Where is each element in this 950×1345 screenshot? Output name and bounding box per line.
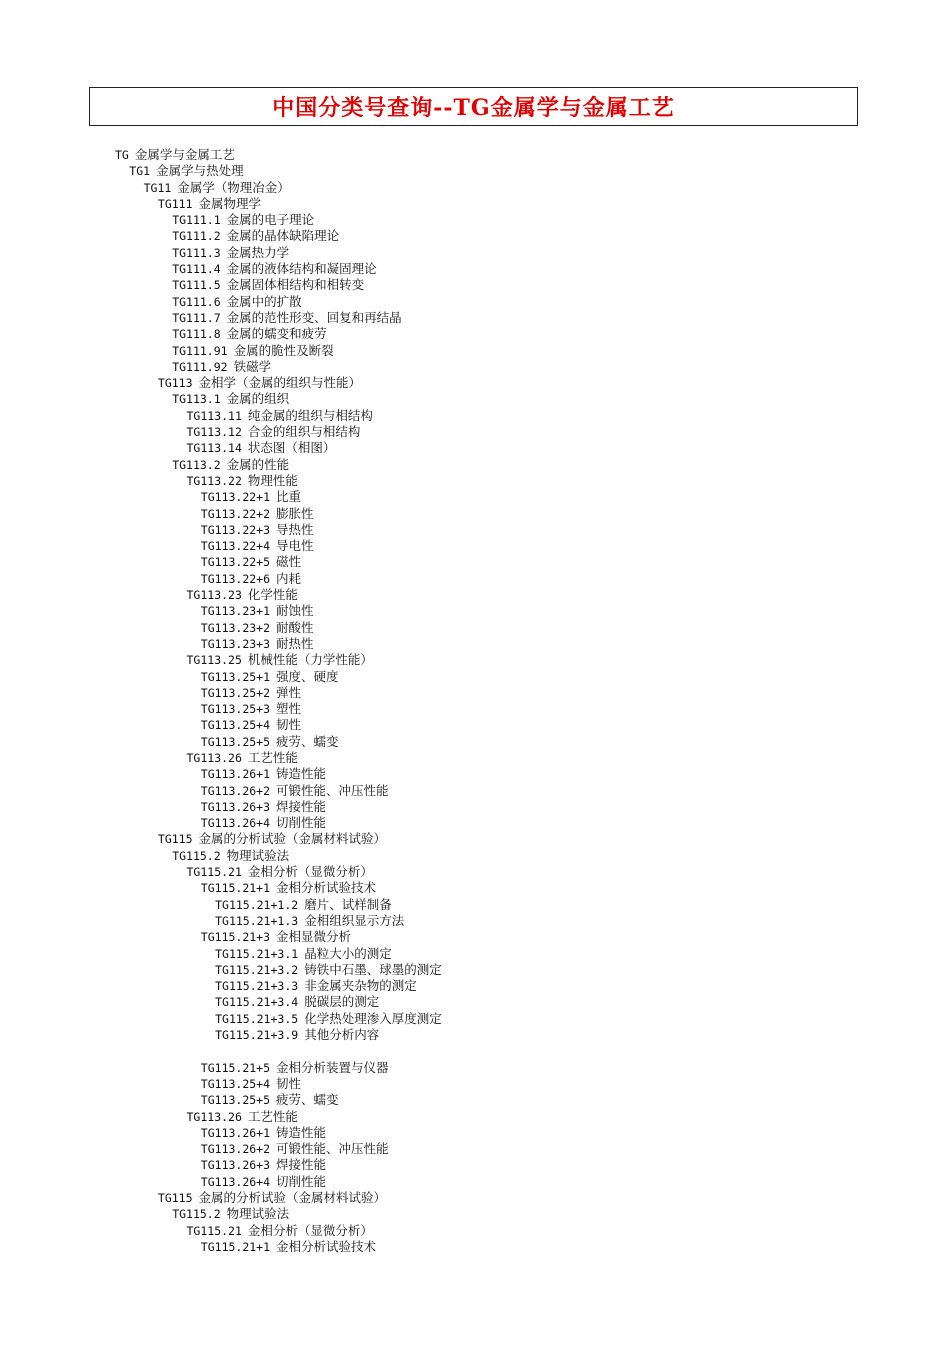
class-code: TG113.26+3 (200, 1158, 271, 1173)
class-code: TG115.21+3.9 (215, 1028, 299, 1043)
class-label: 疲劳、蠕变 (276, 733, 339, 749)
classification-tree (0, 147, 950, 1255)
class-label: 金属学与热处理 (156, 163, 244, 179)
tree-item (0, 734, 950, 750)
class-code: TG113.26+4 (200, 816, 271, 831)
class-code: TG113.26+1 (200, 1125, 271, 1140)
class-code: TG115.21+3.5 (215, 1011, 299, 1026)
tree-item (0, 375, 950, 391)
class-code: TG113.26+2 (200, 1142, 271, 1157)
tree-item (0, 1109, 950, 1125)
class-label: 状态图（相图） (247, 440, 336, 456)
tree-item (0, 717, 950, 733)
class-label: 金属热力学 (226, 244, 290, 260)
class-label: 金属的液体结构和凝固理论 (226, 261, 377, 277)
tree-item (0, 1027, 950, 1043)
class-code: TG115.2 (172, 848, 221, 863)
tree-item (0, 799, 950, 815)
class-label: 纯金属的组织与相结构 (247, 407, 373, 423)
class-label: 塑性 (276, 701, 302, 717)
tree-item (0, 1190, 950, 1206)
tree-item (0, 1076, 950, 1092)
tree-item (0, 701, 950, 717)
class-label: 弹性 (276, 684, 302, 700)
tree-item (0, 1174, 950, 1190)
class-label: 物理试验法 (226, 847, 290, 863)
class-label: 金属的分析试验（金属材料试验） (198, 1190, 387, 1205)
class-label: 金相分析装置与仪器 (276, 1059, 389, 1075)
class-code: TG113.26+1 (200, 767, 271, 782)
class-label: 金属中的扩散 (226, 293, 302, 309)
class-code: TG115.21+3 (200, 930, 271, 945)
class-code: TG113.25+1 (200, 669, 271, 684)
class-code: TG113.25 (186, 653, 242, 668)
class-label: 焊接性能 (276, 798, 327, 814)
tree-item (0, 913, 950, 929)
class-label: 磁性 (276, 554, 302, 570)
tree-item (0, 326, 950, 342)
tree-item (0, 228, 950, 244)
tree-item (0, 1141, 950, 1157)
class-code: TG111.4 (172, 262, 221, 277)
tree-item (0, 245, 950, 261)
tree-item (0, 652, 950, 668)
tree-item (0, 1092, 950, 1108)
class-code: TG113.23 (186, 588, 242, 603)
class-label: 其他分析内容 (304, 1027, 380, 1043)
class-code: TG113.26+2 (200, 783, 271, 798)
tree-item (0, 636, 950, 652)
class-label: 切削性能 (276, 1173, 327, 1189)
class-code: TG113.26 (186, 1109, 242, 1124)
class-label: 耐热性 (276, 635, 314, 651)
tree-item (0, 1206, 950, 1222)
class-code: TG111.5 (172, 278, 221, 293)
class-label: 金属学与金属工艺 (134, 147, 235, 162)
tree-item (0, 212, 950, 228)
tree-item (0, 1011, 950, 1027)
tree-item (0, 196, 950, 212)
class-code: TG113.11 (186, 408, 242, 423)
class-label: 耐酸性 (276, 619, 314, 635)
class-code: TG115.21+1.3 (215, 913, 299, 928)
tree-item (0, 929, 950, 945)
class-label: 物理试验法 (226, 1206, 290, 1222)
class-label: 脱碳层的测定 (304, 994, 380, 1010)
class-label: 疲劳、蠕变 (276, 1092, 339, 1108)
class-label: 内耗 (276, 570, 302, 586)
tree-item (0, 310, 950, 326)
blank-line (0, 1043, 950, 1059)
class-code: TG113.25+5 (200, 734, 271, 749)
class-label: 焊接性能 (276, 1157, 327, 1173)
class-code: TG113.23+3 (200, 636, 271, 651)
tree-item (0, 946, 950, 962)
class-code: TG113.25+5 (200, 1093, 271, 1108)
class-label: 铸造性能 (276, 766, 327, 782)
class-label: 金相分析试验技术 (276, 1238, 377, 1254)
page-title-box (89, 87, 858, 126)
class-code: TG113 (157, 376, 193, 391)
class-code: TG113.23+2 (200, 620, 271, 635)
class-code: TG113.2 (172, 457, 221, 472)
tree-item (0, 1157, 950, 1173)
class-label: 机械性能（力学性能） (247, 652, 373, 668)
tree-item (0, 880, 950, 896)
class-code: TG1 (129, 164, 151, 179)
class-code: TG111 (157, 196, 193, 211)
class-code: TG115.21 (186, 1223, 242, 1238)
class-code: TG113.26 (186, 750, 242, 765)
tree-item (0, 994, 950, 1010)
tree-item (0, 750, 950, 766)
tree-item (0, 978, 950, 994)
class-code: TG113.26+3 (200, 799, 271, 814)
class-label: 非金属夹杂物的测定 (304, 978, 417, 994)
tree-item (0, 506, 950, 522)
class-label: 金相分析（显微分析） (247, 1222, 373, 1238)
class-label: 金相显微分析 (276, 929, 352, 945)
class-label: 金属的蠕变和疲劳 (226, 326, 327, 342)
tree-item (0, 180, 950, 196)
tree-item (0, 489, 950, 505)
class-code: TG113.26+4 (200, 1174, 271, 1189)
class-label: 耐蚀性 (276, 603, 314, 619)
class-code: TG115.2 (172, 1207, 221, 1222)
tree-item (0, 587, 950, 603)
tree-item (0, 473, 950, 489)
class-label: 导电性 (276, 538, 314, 554)
class-code: TG113.25+4 (200, 1076, 271, 1091)
class-label: 化学性能 (247, 587, 298, 603)
class-code: TG115.21+1 (200, 881, 271, 896)
class-code: TG113.22+4 (200, 539, 271, 554)
tree-item (0, 897, 950, 913)
class-code: TG113.22+5 (200, 555, 271, 570)
class-code: TG111.6 (172, 294, 221, 309)
class-label: 膨胀性 (276, 505, 314, 521)
tree-item (0, 457, 950, 473)
class-code: TG115.21+1.2 (215, 897, 299, 912)
tree-item (0, 1239, 950, 1255)
tree-item (0, 783, 950, 799)
tree-item (0, 1125, 950, 1141)
tree-item (0, 669, 950, 685)
class-label: 金相分析试验技术 (276, 880, 377, 896)
class-code: TG115 (157, 832, 193, 847)
tree-item (0, 848, 950, 864)
class-label: 工艺性能 (247, 1108, 298, 1124)
tree-item (0, 603, 950, 619)
class-label: 强度、硬度 (276, 668, 339, 684)
class-label: 金属物理学 (198, 195, 262, 211)
tree-item (0, 571, 950, 587)
class-label: 金属的分析试验（金属材料试验） (198, 831, 387, 847)
class-code: TG113.25+4 (200, 718, 271, 733)
tree-item (0, 1223, 950, 1239)
class-code: TG113.22+6 (200, 571, 271, 586)
class-label: 铸造性能 (276, 1124, 327, 1140)
tree-item (0, 554, 950, 570)
page-title: 中国分类号查询--TG金属学与金属工艺 (272, 95, 675, 121)
tree-item (0, 685, 950, 701)
class-label: 工艺性能 (247, 749, 298, 765)
class-label: 金属的晶体缺陷理论 (226, 228, 340, 244)
class-label: 比重 (276, 489, 302, 505)
tree-item (0, 277, 950, 293)
tree-item (0, 391, 950, 407)
class-code: TG113.22+3 (200, 522, 271, 537)
class-code: TG113.22+1 (200, 490, 271, 505)
class-label: 金属的电子理论 (226, 212, 315, 228)
class-code: TG115 (157, 1191, 193, 1205)
tree-item (0, 831, 950, 847)
class-code: TG11 (143, 180, 172, 195)
tree-item (0, 294, 950, 310)
tree-item (0, 1060, 950, 1076)
class-label: 磨片、试样制备 (304, 896, 392, 912)
class-label: 韧性 (276, 1075, 302, 1091)
class-label: 金属学（物理冶金） (177, 179, 290, 195)
class-code: TG115.21+3.3 (215, 979, 299, 994)
class-code: TG (115, 148, 129, 162)
class-code: TG115.21+3.2 (215, 962, 299, 977)
tree-item (0, 962, 950, 978)
class-code: TG113.23+1 (200, 604, 271, 619)
class-label: 合金的组织与相结构 (247, 424, 361, 440)
class-label: 金属的脆性及断裂 (233, 342, 334, 358)
tree-item (0, 147, 950, 163)
class-label: 导热性 (276, 521, 314, 537)
tree-item (0, 408, 950, 424)
class-code: TG111.92 (172, 359, 228, 374)
tree-item (0, 359, 950, 375)
class-label: 金相组织显示方法 (304, 912, 405, 928)
class-code: TG113.22+2 (200, 506, 271, 521)
tree-item (0, 864, 950, 880)
class-code: TG111.1 (172, 213, 221, 228)
class-code: TG113.25+2 (200, 685, 271, 700)
class-label: 铁磁学 (233, 358, 272, 374)
class-code: TG115.21+3.4 (215, 995, 299, 1010)
class-code: TG115.21+5 (200, 1060, 271, 1075)
tree-item (0, 815, 950, 831)
class-label: 韧性 (276, 717, 302, 733)
class-label: 金属固体相结构和相转变 (226, 277, 365, 293)
class-label: 物理性能 (247, 472, 298, 488)
class-code: TG111.91 (172, 343, 228, 358)
class-code: TG113.12 (186, 425, 242, 440)
tree-item (0, 424, 950, 440)
class-code: TG115.21+3.1 (215, 946, 299, 961)
class-code: TG113.1 (172, 392, 221, 407)
tree-item (0, 440, 950, 456)
class-code: TG113.22 (186, 473, 242, 488)
class-label: 铸铁中石墨、球墨的测定 (304, 961, 442, 977)
tree-item (0, 522, 950, 538)
tree-item (0, 343, 950, 359)
class-code: TG115.21 (186, 865, 242, 880)
tree-item (0, 538, 950, 554)
class-label: 可锻性能、冲压性能 (276, 1141, 389, 1157)
class-label: 晶粒大小的测定 (304, 945, 392, 961)
tree-item (0, 261, 950, 277)
class-label: 金属的性能 (226, 456, 290, 472)
class-code: TG113.25+3 (200, 702, 271, 717)
class-label: 金相学（金属的组织与性能） (198, 375, 362, 391)
class-label: 切削性能 (276, 815, 327, 831)
class-label: 金相分析（显微分析） (247, 864, 373, 880)
class-code: TG113.14 (186, 441, 242, 456)
class-code: TG111.3 (172, 245, 221, 260)
tree-item (0, 163, 950, 179)
tree-item (0, 620, 950, 636)
tree-item (0, 766, 950, 782)
class-code: TG111.2 (172, 229, 221, 244)
class-label: 金属的组织 (226, 391, 290, 407)
class-code: TG111.8 (172, 327, 221, 342)
class-label: 金属的范性形变、回复和再结晶 (226, 309, 402, 325)
class-label: 化学热处理渗入厚度测定 (304, 1010, 442, 1026)
class-code: TG115.21+1 (200, 1239, 271, 1254)
class-label: 可锻性能、冲压性能 (276, 782, 389, 798)
class-code: TG111.7 (172, 310, 221, 325)
